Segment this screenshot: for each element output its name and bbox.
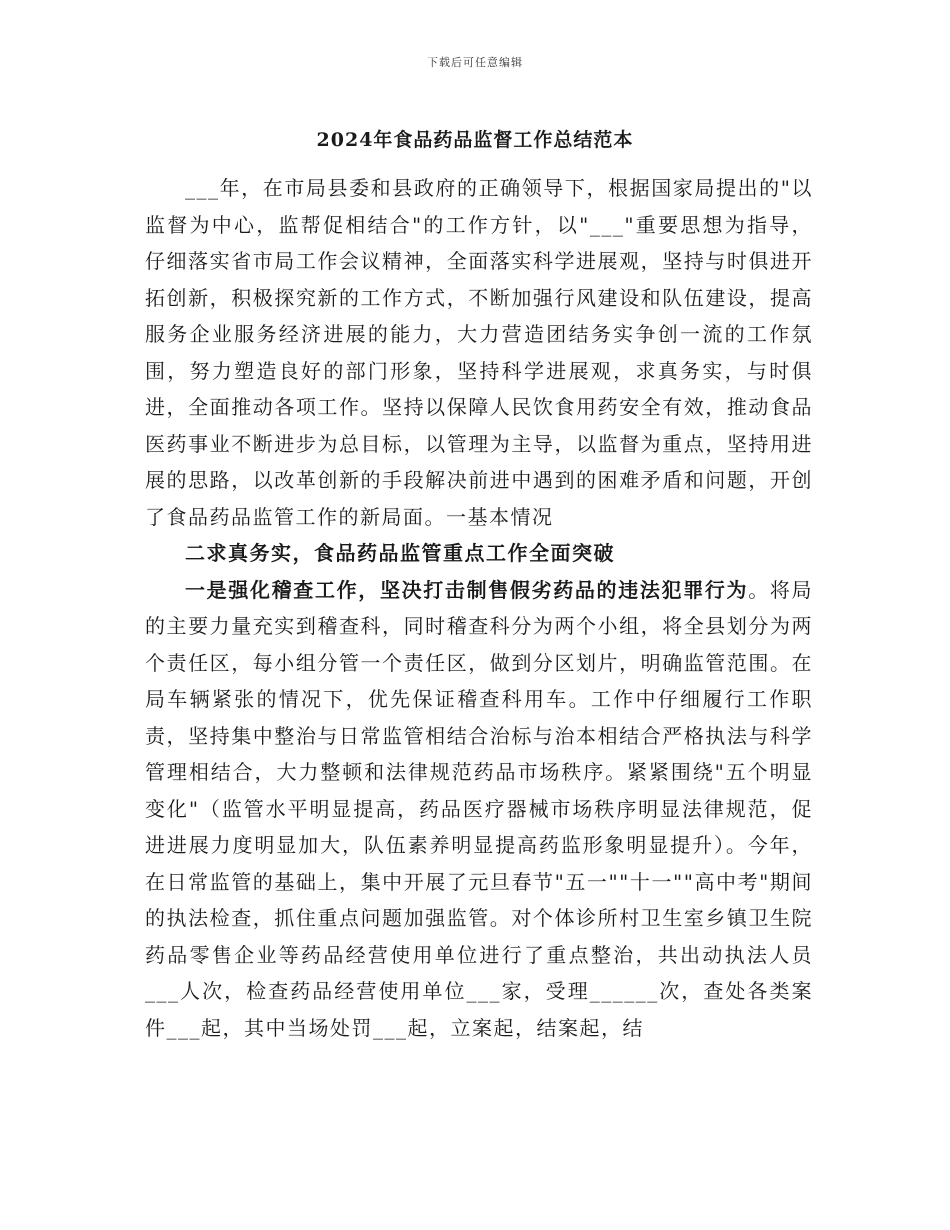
document-title: 2024年食品药品监督工作总结范本 <box>316 129 634 151</box>
paragraph-inspection <box>145 572 813 1047</box>
paragraph-intro: ___年，在市局县委和县政府的正确领导下，根据国家局提出的"以监督为中心，监帮促相结合"的工作方针，以"___"重要思想为指导，仔细落实省市局工作会议精神，全面落实科学进展观，坚持与时俱进开拓创新，积极探究新的工作方式，不断加强行风建设和队伍建设，提高服务企业服务经济进展的能力，大力营造团结务实争创一流的工作氛围，努力塑造良好的部门形象，坚持科学进展观，求真务实，与时俱进，全面推动各项工作。坚持以保障人民饮食用药安全有效，推动食品医药事业不断进步为总目标，以管理为主导，以监督为重点，坚持用进展的思路，以改革创新的手段解决前进中遇到的困难矛盾和问题，开创了食品药品监管工作的新局面。一基本情况 <box>145 176 813 529</box>
section-heading: 二求真务实，食品药品监管重点工作全面突破 <box>185 541 615 565</box>
paragraph-lead-bold: 一是强化稽查工作，坚决打击制售假劣药品的违法犯罪行为 <box>185 577 749 602</box>
paragraph-body: 。将局的主要力量充实到稽查科，同时稽查科分为两个小组，将全县划分为两个责任区，每小组分管一个责任区，做到分区划片，明确监管范围。在局车辆紧张的情况下，优先保证稽查科用车。工作中仔细履行工作职责，坚持集中整治与日常监管相结合治标与治本相结合严格执法与科学管理相结合，大力整顿和法律规范药品市场秩序。紧紧围绕"五个明显变化"（监管水平明显提高，药品医疗器械市场秩序明显法律规范，促进进展力度明显加大，队伍素养明显提高药监形象明显提升）。今年，在日常监管的基础上，集中开展了元旦春节"五一""十一""高中考"期间的执法检查，抓住重点问题加强监管。对个体诊所村卫生室乡镇卫生院药品零售企业等药品经营使用单位进行了重点整治，共出动执法人员___人次，检查药品经营使用单位___家，受理______次，查处各类案件___起，其中当场处罚___起，立案起，结案起，结 <box>145 577 814 1040</box>
document-body <box>145 170 813 1046</box>
header-note: 下载后可任意编辑 <box>427 56 523 69</box>
